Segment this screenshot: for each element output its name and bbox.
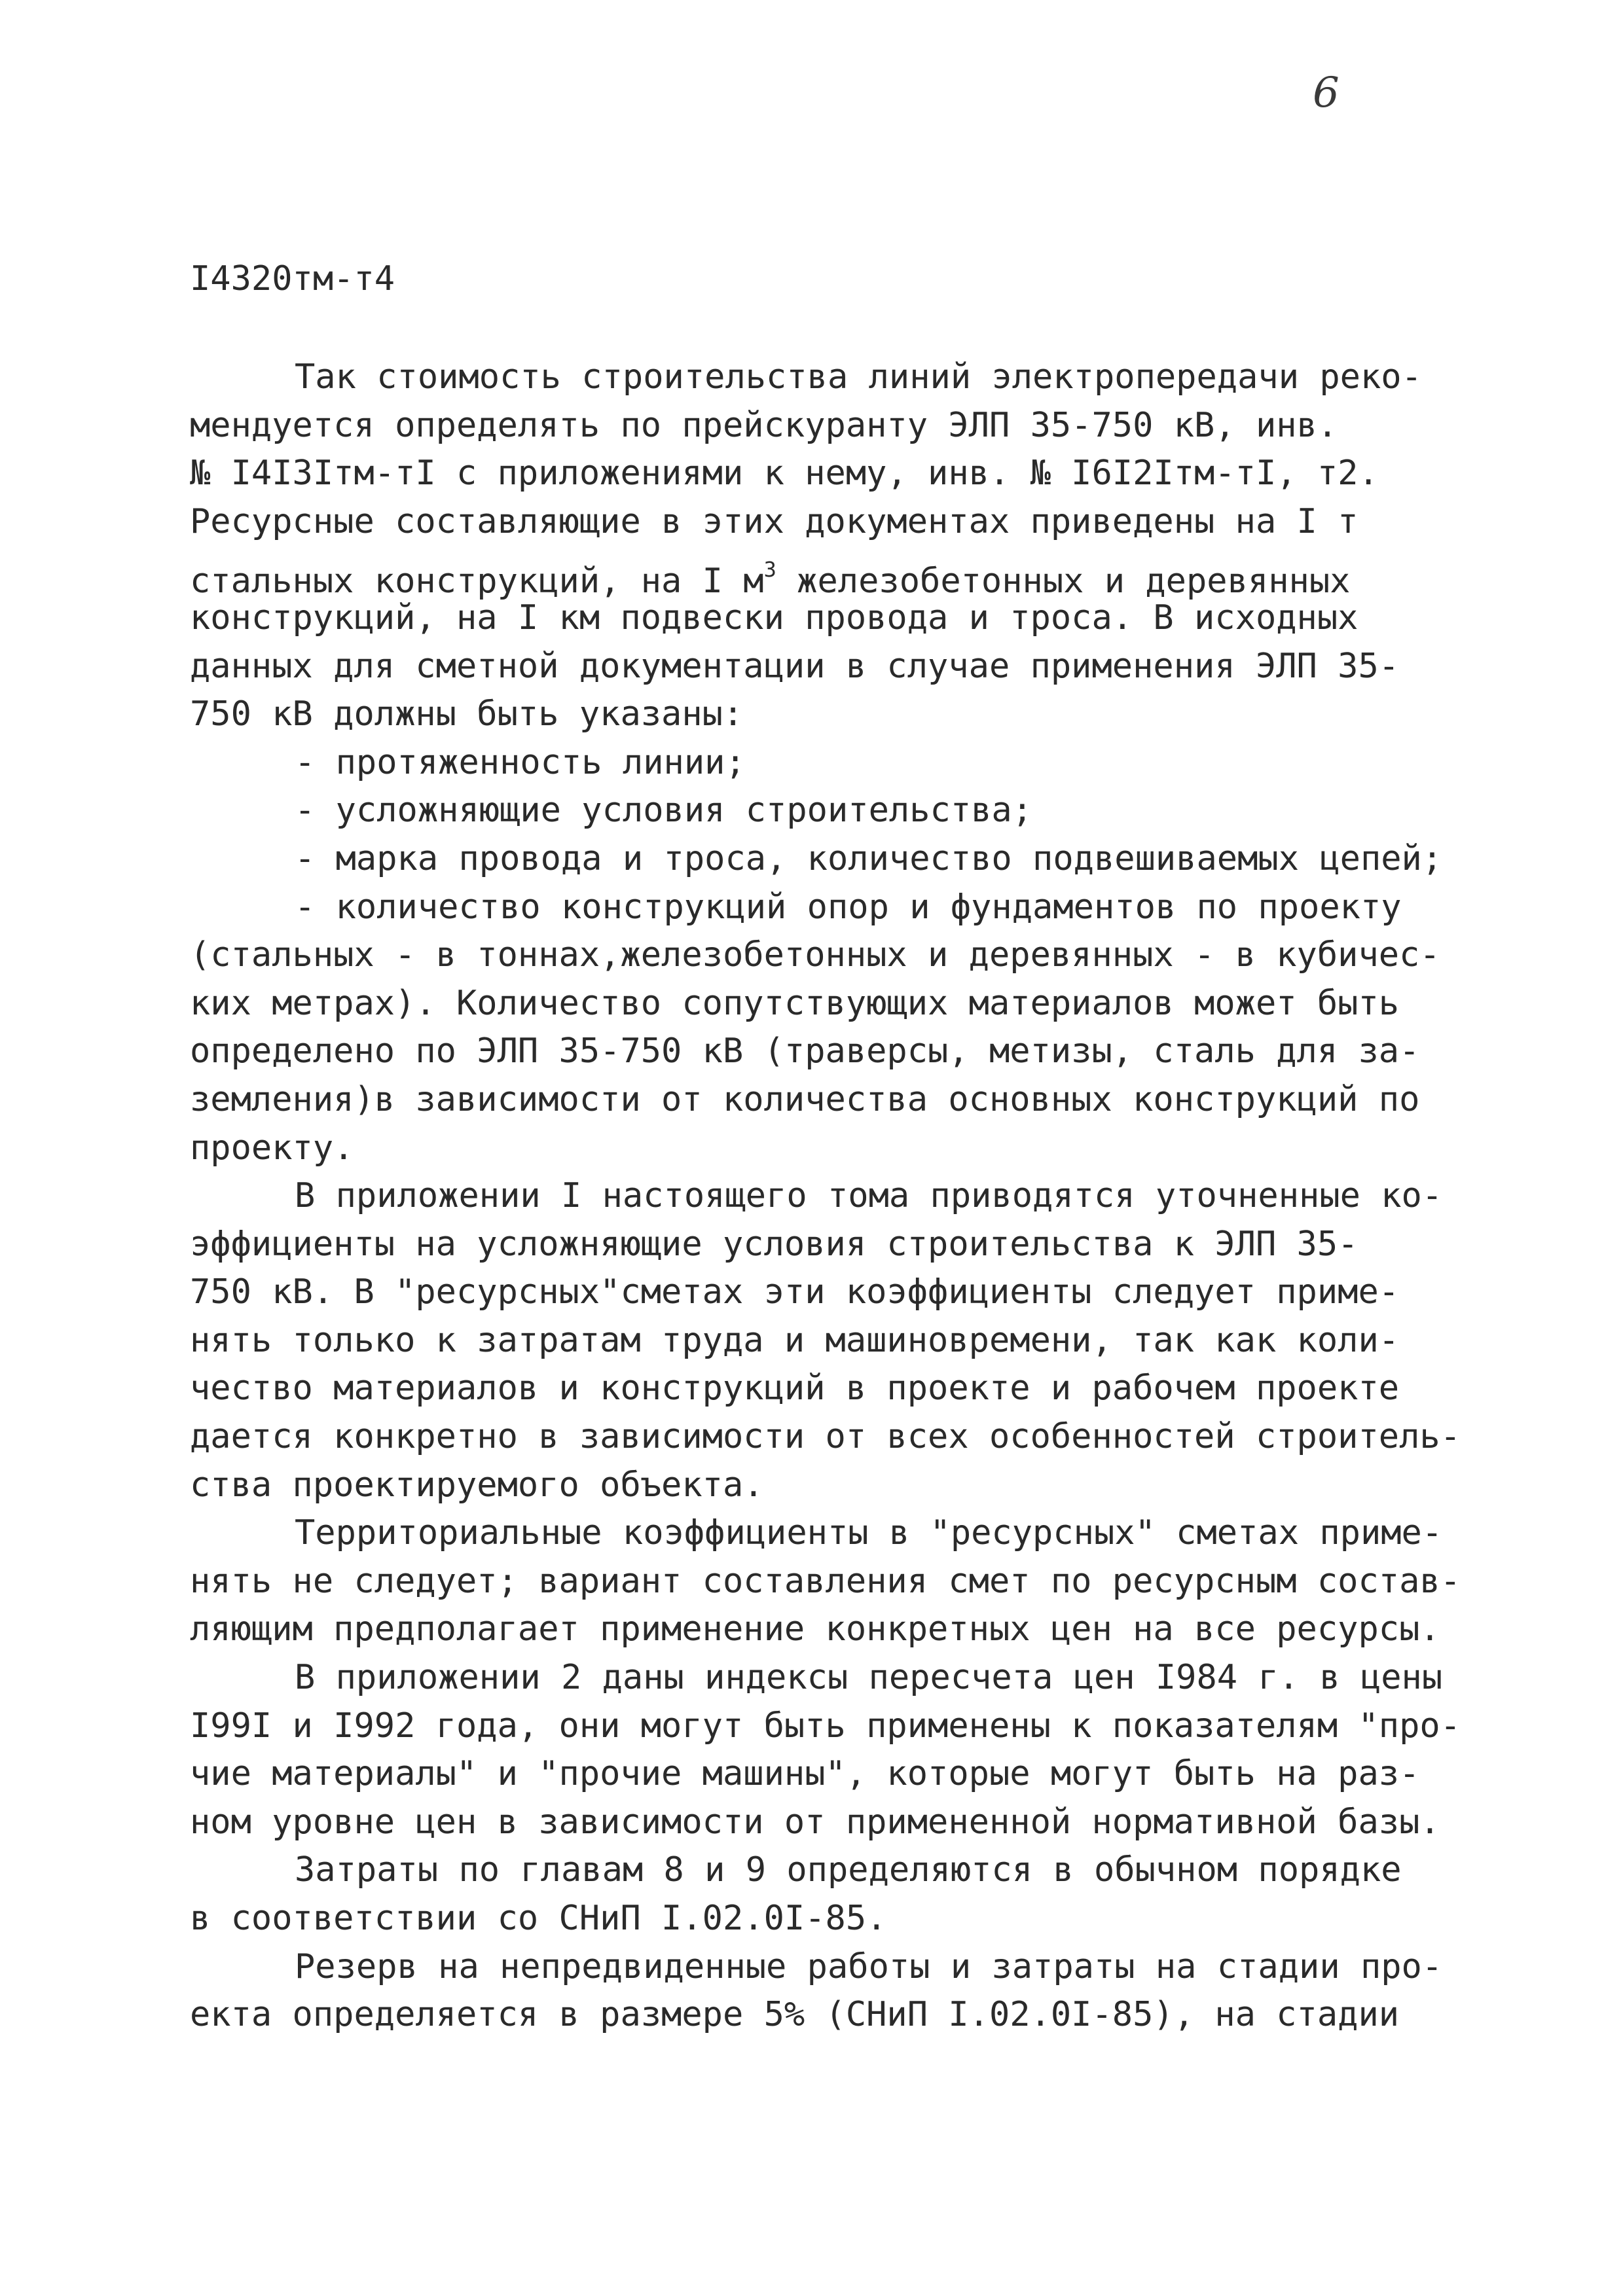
text-line-content: ном уровне цен в зависимости от примененной нормативной базы. xyxy=(190,1802,1440,1842)
text-line-content: - марка провода и троса, количество подвешиваемых цепей; xyxy=(295,838,1443,878)
text-line-content: - протяженность линии; xyxy=(295,742,746,782)
text-line-content: екта определяется в размере 5% (СНиП I.02.0I-85), на стадии xyxy=(190,1995,1400,2035)
text-line-content: Резерв на непредвиденные работы и затраты на стадии про- xyxy=(295,1946,1443,1986)
text-line-tail: железобетонных и деревянных xyxy=(776,562,1351,601)
text-line xyxy=(190,498,1499,547)
text-line xyxy=(190,1221,1499,1269)
text-line-content: Затраты по главам 8 и 9 определяются в обычном порядке xyxy=(295,1850,1402,1890)
text-line-content: I99I и I992 года, они могут быть применены к показателям "про- xyxy=(190,1706,1461,1746)
text-line-content: ляющим предполагает применение конкретных цен на все ресурсы. xyxy=(190,1609,1440,1649)
text-line xyxy=(190,884,1499,932)
text-line-content: Территориальные коэффициенты в "ресурсных" сметах приме- xyxy=(295,1513,1443,1553)
text-line xyxy=(190,691,1499,739)
text-line xyxy=(190,1895,1499,1943)
text-line xyxy=(190,643,1499,691)
body-text xyxy=(190,353,1499,2039)
text-line-content: в соответствии со СНиП I.02.0I-85. xyxy=(190,1899,887,1938)
text-line-content: (стальных - в тоннах,железобетонных и деревянных - в кубичес- xyxy=(190,935,1440,975)
document-code: I4320тм-т4 xyxy=(190,259,395,298)
text-line-content: нять только к затратам труда и машиновремени, так как коли- xyxy=(190,1320,1400,1360)
text-line xyxy=(190,1991,1499,2039)
text-line xyxy=(190,1028,1499,1076)
text-line xyxy=(190,787,1499,835)
text-line xyxy=(190,1750,1499,1799)
text-line-content: Так стоимость строительства линий электропередачи реко- xyxy=(295,357,1422,397)
text-line xyxy=(190,931,1499,980)
text-line xyxy=(190,1509,1499,1558)
text-line-content: проекту. xyxy=(190,1128,354,1168)
text-line xyxy=(190,353,1499,402)
text-line xyxy=(190,1317,1499,1365)
text-line xyxy=(190,739,1499,787)
text-line-content: 750 кВ. В "ресурсных"сметах эти коэффициенты следует приме- xyxy=(190,1272,1400,1312)
text-line-content: В приложении I настоящего тома приводятся уточненные ко- xyxy=(295,1176,1443,1216)
text-line xyxy=(190,1943,1499,1992)
superscript: 3 xyxy=(763,557,776,583)
text-line-content: - количество конструкций опор и фундаментов по проекту xyxy=(295,887,1402,927)
text-line-content: нять не следует; вариант составления смет по ресурсным состав- xyxy=(190,1561,1461,1601)
page-number: 6 xyxy=(1313,69,1340,117)
text-line xyxy=(190,1558,1499,1606)
text-line xyxy=(190,402,1499,450)
text-line xyxy=(190,450,1499,498)
text-line-content: данных для сметной документации в случае применения ЭЛП 35- xyxy=(190,646,1400,686)
text-line-content: В приложении 2 даны индексы пересчета цен I984 г. в цены xyxy=(295,1658,1443,1698)
text-line-content: мендуется определять по прейскуранту ЭЛП 35-750 кВ, инв. xyxy=(190,405,1338,445)
text-line xyxy=(190,1654,1499,1702)
text-line xyxy=(190,1124,1499,1173)
text-line xyxy=(190,1076,1499,1124)
text-line xyxy=(190,1605,1499,1654)
text-line-content: 750 кВ должны быть указаны: xyxy=(190,694,744,734)
text-line xyxy=(190,1413,1499,1462)
text-line xyxy=(190,1846,1499,1895)
text-line xyxy=(190,835,1499,884)
text-line xyxy=(190,980,1499,1028)
text-line-content: стальных конструкций, на I м xyxy=(190,562,764,601)
text-line-content: дается конкретно в зависимости от всех особенностей строитель- xyxy=(190,1417,1461,1457)
text-line-content: эффициенты на усложняющие условия строительства к ЭЛП 35- xyxy=(190,1224,1359,1264)
text-line xyxy=(190,1172,1499,1221)
text-line xyxy=(190,1268,1499,1317)
text-line xyxy=(190,1462,1499,1510)
text-line-content: - усложняющие условия строительства; xyxy=(295,791,1033,831)
text-line-content: чие материалы" и "прочие машины", которые могут быть на раз- xyxy=(190,1754,1420,1794)
text-line xyxy=(190,1365,1499,1413)
text-line-content: ких метрах). Количество сопутствующих материалов может быть xyxy=(190,983,1400,1023)
text-line-content: ства проектируемого объекта. xyxy=(190,1465,764,1505)
text-line-content: конструкций, на I км подвески провода и троса. В исходных xyxy=(190,598,1359,637)
text-line-content: определено по ЭЛП 35-750 кВ (траверсы, метизы, сталь для за- xyxy=(190,1031,1420,1071)
text-line xyxy=(190,546,1499,601)
text-line-content: земления)в зависимости от количества основных конструкций по xyxy=(190,1079,1420,1119)
text-line xyxy=(190,594,1499,643)
text-line-content: № I4I3Iтм-тI с приложениями к нему, инв. № I6I2Iтм-тI, т2. xyxy=(190,454,1379,493)
text-line-content: чество материалов и конструкций в проекте и рабочем проекте xyxy=(190,1369,1400,1408)
text-line xyxy=(190,1702,1499,1751)
text-line xyxy=(190,1799,1499,1847)
text-line-content: Ресурсные составляющие в этих документах приведены на I т xyxy=(190,501,1359,541)
